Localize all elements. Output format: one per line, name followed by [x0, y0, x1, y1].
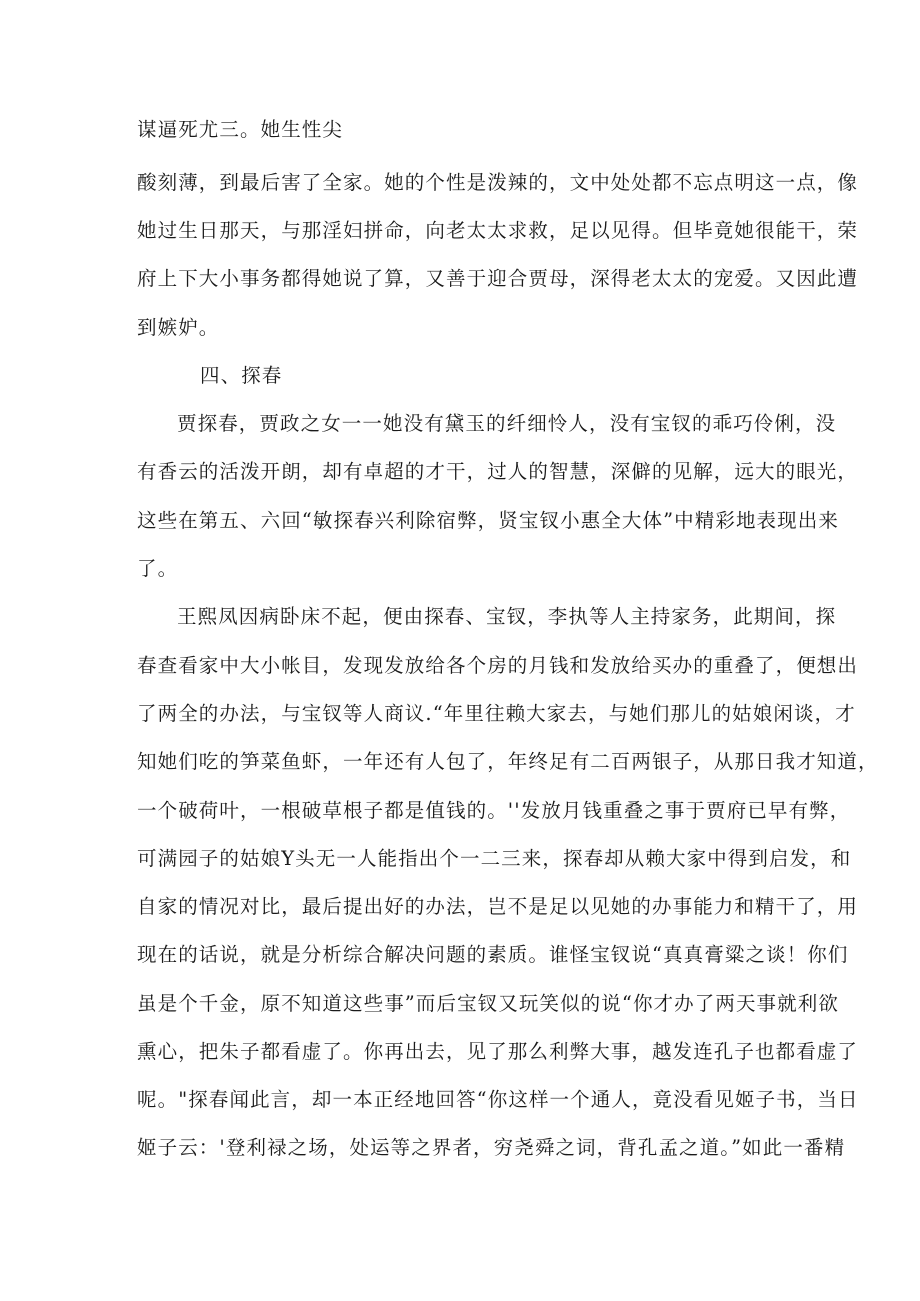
text-line: 她过生日那天，与那淫妇拼命，向老太太求救，足以见得。但毕竟她很能干，荣	[137, 219, 859, 242]
text-line: 酸刻薄，到最后害了全家。她的个性是泼辣的，文中处处都不忘点明这一点，像	[137, 171, 859, 194]
paragraph-first-line: 王熙凤因病卧床不起，便由探春、宝钗，李执等人主持家务，此期间，探	[177, 605, 837, 628]
text-line: 这些在第五、六回“敏探春兴利除宿弊，贤宝钗小惠全大体”中精彩地表现出来	[137, 509, 839, 532]
text-line: 姬子云：'登利禄之场，处运等之界者，穷尧舜之词，背孔孟之道。”如此一番精	[137, 1136, 846, 1159]
text-line: 虽是个千金，原不知道这些事”而后宝钗又玩笑似的说“你才办了两天事就利欲	[137, 992, 839, 1015]
text-line: 熏心，把朱子都看虚了。你再出去，见了那么利弊大事，越发连孔子也都看虚了	[137, 1040, 859, 1063]
text-line: 可满园子的姑娘Y头无一人能指出个一二三来，探春却从赖大家中得到启发，和	[137, 847, 852, 870]
text-line: 到嫉妒。	[137, 316, 220, 339]
text-line: 了两全的办法，与宝钗等人商议.“年里往赖大家去，与她们那儿的姑娘闲谈，才	[137, 702, 856, 725]
text-line: 春查看家中大小帐目，发现发放给各个房的月钱和发放给买办的重叠了，便想出	[137, 654, 859, 677]
text-line: 谋逼死尤三。她生性尖	[137, 118, 344, 141]
text-line: 一个破荷叶，一根破草根子都是值钱的。''发放月钱重叠之事于贾府已早有弊，	[137, 799, 851, 822]
section-heading: 四、探春	[200, 364, 283, 387]
text-line: 现在的话说，就是分析综合解决问题的素质。谁怪宝钗说“真真膏粱之谈！你们	[137, 943, 849, 966]
text-line: 呢。"探春闻此言，却一本正经地回答“你这样一个通人，竟没看见姬子书，当日	[137, 1088, 859, 1111]
text-line: 知她们吃的笋菜鱼虾，一年还有人包了，年终足有二百两银子，从那日我才知道，	[137, 750, 879, 773]
paragraph-first-line: 贾探春，贾政之女一一她没有黛玉的纤细怜人，没有宝钗的乖巧伶俐，没	[177, 412, 837, 435]
text-line: 有香云的活泼开朗，却有卓超的才干，过人的智慧，深僻的见解，远大的眼光，	[137, 460, 859, 483]
text-line: 府上下大小事务都得她说了算，又善于迎合贾母，深得老太太的宠爱。又因此遭	[137, 267, 859, 290]
text-line: 了。	[137, 557, 179, 580]
text-line: 自家的情况对比，最后提出好的办法，岂不是足以见她的办事能力和精干了，用	[137, 895, 859, 918]
